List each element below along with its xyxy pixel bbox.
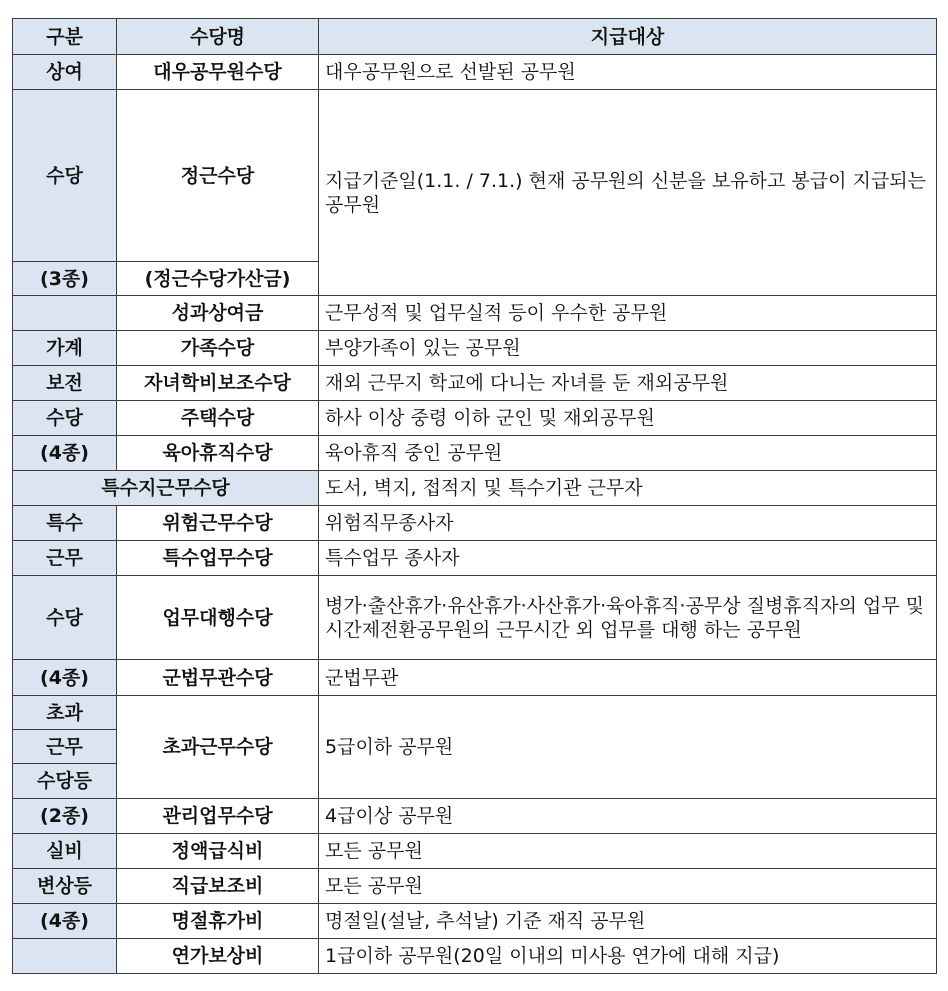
table-row	[13, 296, 937, 331]
table-row	[13, 939, 937, 974]
allowance-name: 초과근무수당	[117, 696, 319, 799]
category-cell: (3종)	[13, 262, 117, 296]
category-cell: (4종)	[13, 660, 117, 696]
header-row	[13, 19, 937, 55]
allowance-name: 명절휴가비	[117, 904, 319, 939]
table-row	[13, 869, 937, 904]
table-row	[13, 366, 937, 401]
allowance-name: 정액급식비	[117, 834, 319, 869]
table-row	[13, 90, 937, 262]
eligible-desc: 대우공무원으로 선발된 공무원	[319, 55, 937, 90]
category-cell: 근무	[13, 541, 117, 576]
table-row	[13, 834, 937, 869]
allowance-name: 관리업무수당	[117, 799, 319, 834]
eligible-desc: 모든 공무원	[319, 869, 937, 904]
category-cell: 수당	[13, 90, 117, 262]
table-row	[13, 660, 937, 696]
allowance-name: 가족수당	[117, 331, 319, 366]
allowance-name: 특수업무수당	[117, 541, 319, 576]
table-row	[13, 506, 937, 541]
eligible-desc: 모든 공무원	[319, 834, 937, 869]
allowance-name: 성과상여금	[117, 296, 319, 331]
eligible-desc: 명절일(설날, 추석날) 기준 재직 공무원	[319, 904, 937, 939]
eligible-desc: 지급기준일(1.1. / 7.1.) 현재 공무원의 신분을 보유하고 봉급이 지급되는 공무원	[319, 90, 937, 296]
header-category: 구분	[13, 19, 117, 55]
eligible-desc: 4급이상 공무원	[319, 799, 937, 834]
eligible-desc: 도서, 벽지, 접적지 및 특수기관 근무자	[319, 471, 937, 506]
eligible-desc: 위험직무종사자	[319, 506, 937, 541]
table-row	[13, 401, 937, 436]
table-row	[13, 331, 937, 366]
eligible-desc: 군법무관	[319, 660, 937, 696]
eligible-desc: 하사 이상 중령 이하 군인 및 재외공무원	[319, 401, 937, 436]
category-cell: (4종)	[13, 436, 117, 471]
eligible-desc: 병가·출산휴가·유산휴가·사산휴가·육아휴직·공무상 질병휴직자의 업무 및 시간제전환공무원의 근무시간 외 업무를 대행 하는 공무원	[319, 576, 937, 660]
allowance-name: 육아휴직수당	[117, 436, 319, 471]
category-cell: 초과	[13, 696, 117, 730]
category-cell: (4종)	[13, 904, 117, 939]
allowance-name: 자녀학비보조수당	[117, 366, 319, 401]
category-cell: 수당등	[13, 764, 117, 799]
eligible-desc: 특수업무 종사자	[319, 541, 937, 576]
allowance-name: 군법무관수당	[117, 660, 319, 696]
eligible-desc: 5급이하 공무원	[319, 696, 937, 799]
category-cell: 상여	[13, 55, 117, 90]
category-cell: 수당	[13, 401, 117, 436]
allowance-name: 주택수당	[117, 401, 319, 436]
table-row	[13, 436, 937, 471]
allowance-name: 대우공무원수당	[117, 55, 319, 90]
category-cell: 수당	[13, 576, 117, 660]
table-row	[13, 541, 937, 576]
category-cell: 실비	[13, 834, 117, 869]
eligible-desc: 근무성적 및 업무실적 등이 우수한 공무원	[319, 296, 937, 331]
category-cell: 보전	[13, 366, 117, 401]
table-row	[13, 576, 937, 660]
table-row	[13, 471, 937, 506]
eligible-desc: 부양가족이 있는 공무원	[319, 331, 937, 366]
allowance-name: (정근수당가산금)	[117, 262, 319, 296]
table-row	[13, 799, 937, 834]
allowance-name: 특수지근무수당	[13, 471, 319, 506]
header-eligible: 지급대상	[319, 19, 937, 55]
allowance-name: 업무대행수당	[117, 576, 319, 660]
allowance-name: 위험근무수당	[117, 506, 319, 541]
eligible-desc: 1급이하 공무원(20일 이내의 미사용 연가에 대해 지급)	[319, 939, 937, 974]
eligible-desc: 재외 근무지 학교에 다니는 자녀를 둔 재외공무원	[319, 366, 937, 401]
category-cell: 특수	[13, 506, 117, 541]
allowance-table	[12, 18, 937, 974]
allowance-name: 연가보상비	[117, 939, 319, 974]
table-row	[13, 904, 937, 939]
category-cell	[13, 296, 117, 331]
allowance-name: 직급보조비	[117, 869, 319, 904]
eligible-desc: 육아휴직 중인 공무원	[319, 436, 937, 471]
allowance-name: 정근수당	[117, 90, 319, 262]
table-row	[13, 55, 937, 90]
category-cell: 근무	[13, 730, 117, 764]
category-cell: 가계	[13, 331, 117, 366]
header-allowance: 수당명	[117, 19, 319, 55]
category-cell	[13, 939, 117, 974]
category-cell: (2종)	[13, 799, 117, 834]
table-row	[13, 696, 937, 730]
category-cell: 변상등	[13, 869, 117, 904]
